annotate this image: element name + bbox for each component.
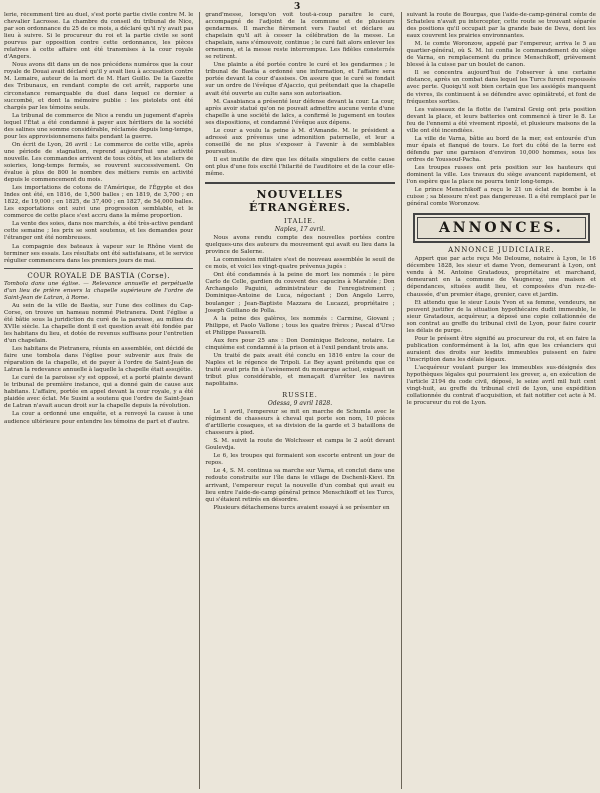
- section-title: NOUVELLES ÉTRANGÈRES.: [248, 188, 351, 215]
- column-2: [199, 12, 394, 789]
- annonces-banner: [413, 213, 590, 243]
- annonce-title: ANNONCE JUDICIAIRE.: [448, 246, 555, 255]
- paragraph: La vente des soies, dans nos marchés, a été très-active pendant cette semaine ; les prix se sont soutenus, et les demandes pour l'étranger ont été nombreuses.: [4, 221, 194, 242]
- page-number: 3: [294, 2, 301, 12]
- paragraph: A la peine des galères, les nommés : Carmine, Giovani ; Philippe, et Paolo Vallone ; tous les quatre frères ; Pascal d'Urso et Philippe Passarelli.: [205, 315, 395, 336]
- paragraph: grand'messe, lorsqu'on voit tout-à-coup paraître le curé, accompagné de l'adjoint de la commune et de plusieurs gendarmes. Il marche fièrement vers l'autel et déclare au chapelain qu'il ait à cesser la célébration de la messe. Le chapelain, sans s'émouvoir, continue ; le curé fait alors enlever les ornemens, et la messe reste interrompue. Les fidèles consternés se retirent.: [205, 12, 395, 61]
- paragraph: S. M. suivit la route de Wolchsser et campa le 2 août devant Goulevdja.: [205, 438, 395, 452]
- paragraph: Le cour a voulu la peine à M. d'Amande. M. le président a adressé aux prévenus une admonition paternelle, et leur a conseillé de ne plus s'exposer à l'avenir à de semblables poursuites.: [205, 127, 395, 155]
- paragraph: Les vaisseaux de la flotte de l'amiral Greig ont pris position devant la place, et leurs batteries ont commencé à tirer le 8. Le feu de l'ennemi a été vivement riposté, et plusieurs maisons de la ville ont été incendiées.: [406, 106, 596, 134]
- column-3: [401, 12, 596, 789]
- column-1: [4, 12, 193, 789]
- paragraph: Le 6, les troupes qui formaient son escorte entrent un jour de repos.: [205, 453, 395, 467]
- paragraph: M. le comte Woronzow, appelé par l'empereur, arriva le 5 au quartier-général, où S. M. lui confia le commandement du siège de Varna, en remplacement du prince Menschikoff, grièvement blessé à la cuisse par un boulet de canon.: [406, 41, 596, 69]
- paragraph: suivant la route de Bourgas, que l'aide-de-camp-général comte de Schateleu n'avait pu intercepter, cette route se trouvant séparée des positions qu'il occupait par la grande baie de Deva, dont les eaux couvrent les prairies environnantes.: [406, 12, 596, 40]
- paragraph: Aux fers pour 25 ans : Don Dominique Belcone, notaire. Le cinquième est condamné à la prison et à l'exil pendant trois ans.: [205, 337, 395, 351]
- paragraph: Il est inutile de dire que les détails singuliers de cette cause ont plus d'une fois excité l'hilarité de l'auditoire et de la cour elle-même.: [205, 156, 395, 178]
- paragraph: Nous avons dit dans un de nos précédens numéros que la cour royale de Douai avait déclaré qu'il y avait lieu à accusation contre M. Lemaire, auteur de la mort de M. Hari Guillo. De la Gazette des Tribunaux, en rendant compte de cet arrêt, rapporte une circonstance remarquable du duel dans lequel ce dernier a succombé, et dont la mémoire publie : les pistolets ont été chargés par les témoins seuls.: [4, 62, 194, 111]
- paragraph: Un traité de paix avait été conclu en 1816 entre la cour de Naples et le régence de Tripoli. Le Bey ayant prétendu que ce traité avait pris fin à l'avènement du monarque actuel, exigeait un tribut plus considérable, et menaçait d'arrêter les navires napolitains.: [205, 352, 395, 388]
- paragraph: La compagnie des bateaux à vapeur sur le Rhône vient de terminer ses essais. Les résultats ont été satisfaisans, et le service régulier commencera dans les premiers jours de mai.: [4, 243, 194, 264]
- paragraph: Les habitans de Pietranera, réunis en assemblée, ont décidé de faire une tombola dans l'église pour subvenir aux frais de réparation de la chapelle, et de payer à l'ordre de Saint-Jean de Latran la redevance annuelle à laquelle la chapelle était assujétie.: [4, 346, 194, 374]
- paragraph: On écrit de Lyon, 26 avril : Le commerce de cette ville, après une période de stagnation, reprend aujourd'hui une activité nouvelle. Les commandes arrivent de tous côtés, et les ateliers de soieries, long-temps fermés, se rouvrent successivement. On évalue à plus de 800 le nombre des métiers remis en activité depuis le commencement du mois.: [4, 141, 194, 184]
- paragraph: Le 4, S. M. continua sa marche sur Varna, et conclut dans une redoute construite sur l'île dans le village de Dschenli-Kievi. En arrivant, l'empereur reçut la nouvelle d'un combat qui avait eu lieu entre l'aide-de-camp général prince Menschikoff et les Turcs, qui s'étaient retirés en désordre.: [205, 468, 395, 503]
- country-heading: ITALIE.: [284, 217, 316, 226]
- divider: [4, 268, 193, 269]
- paragraph: Au sein de la ville de Bastia, sur l'une des collines du Cap-Corse, on trouve un hameau nommé Pietranera. Dont l'église a été bâtie sous la juridiction du curé de la paroisse, au milieu du XVIIe siècle. La chapelle dont il est question avait été fondée par les habitans du lieu, et dotée de revenus suffisans pour l'entretien d'un chapelain.: [4, 302, 194, 345]
- paragraph: Le prince Menschikoff a reçu le 21 un éclat de bombe à la cuisse ; sa blessure n'est pas dangereuse. Il a été remplacé par le général comte Woronzow.: [406, 187, 596, 208]
- paragraph: Le 1 avril, l'empereur se mit en marche de Schumla avec le régiment de chasseurs à cheval qui porte son nom, 10 pièces d'artillerie cosaques, et sa division de la garde et 3 bataillons de chasseurs à pied.: [205, 409, 395, 437]
- paragraph: Le curé de la paroisse s'y est opposé, et a porté plainte devant le tribunal de première instance, qui a donné gain de cause aux habitans. L'affaire, portée en appel devant la cour royale, y a été plaidée avec éclat. Me Susini a soutenu que l'ordre de Saint-Jean de Latran n'avait aucun droit sur la chapelle depuis la révolution.: [4, 375, 194, 410]
- article-title: COUR ROYALE DE BASTIA (Corse).: [27, 271, 170, 280]
- paragraph: Ont été condamnés à la peine de mort les nommés : le père Carlo de Celle, gardien du couvent des capucins à Maratée ; Don Archangelo Paguini, administrateur de l'enregistrement ; Dominique-Antoine de Luca, négociant ; Don Angelo Lerro, boulanger ; Jean-Baptiste Mazzara de Lucazzi, propriétaire ; Joseph Guiliano de Polla.: [205, 272, 395, 314]
- paragraph: L'acquéreur voulant purger les immeubles sus-désignés des hypothèques légales qui pourraient les grever, a, en exécution de l'article 2194 du code civil, déposé, le seize avril mil huit cent vingt-huit, au greffe du tribunal civil de Lyon, une expédition collationnée du contrat d'acquisition, et fait notifier cet acte à M. le procureur du roi de Lyon.: [406, 364, 596, 407]
- paragraph: La cour a ordonné une enquête, et a renvoyé la cause à une audience ultérieure pour entendre les témoins de part et d'autre.: [4, 411, 194, 425]
- paragraph: lerie, récemment tiré au duel, s'est porté partie civile contre M. le chevalier Lacrosse. La chambre du conseil du tribunal de Nice, par son ordonnance du 25 de ce mois, a déclaré qu'il n'y avait pas lieu à suivre. Si le procureur du roi et la partie civile se sont pourvus par opposition contre cette ordonnance, les pièces relatives à cette affaire ont été transmises à la cour royale d'Angers.: [4, 12, 194, 61]
- dateline: Naples, 17 avril.: [274, 226, 326, 234]
- article-subtitle: Tombola dans une église. — Relevance annuelle et perpétuelle d'un lieu de prière envers la chapelle supérieure de l'ordre de Saint-Jean de Latran, à Rome.: [4, 280, 194, 301]
- dateline: Odessa, 9 avril 1828.: [267, 400, 333, 408]
- paragraph: Les importations de cotons de l'Amérique, de l'Égypte et des Indes ont été, en 1816, de 1,500 balles ; en 1819, de 3,700 ; en 1822, de 19,000 ; en 1825, de 37,400 ; en 1827, de 54,000 balles. Les exportations ont suivi une progression semblable, et le commerce de cette place s'est accru dans la même proportion.: [4, 185, 194, 220]
- paragraph: Appert que par acte reçu Me Deloume, notaire à Lyon, le 16 décembre 1828, les sieur et dame Yvon, demeurant à Lyon, ont vendu à M. Antoine Gratadoux, propriétaire et marchand, demeurant en la commune de Vaugneray, une maison et dépendances, situées audit lieu, et composées d'un rez-de-chaussée, d'un premier étage, grenier, cave et jardin.: [406, 256, 596, 298]
- paragraph: Nous avons rendu compte des nouvelles portées contre quelques-uns des auteurs du mouvement qui avait eu lieu dans la province de Salerne.: [205, 235, 395, 256]
- paragraph: Les troupes russes ont pris position sur les hauteurs qui dominent la ville. Les travaux du siège avancent rapidement, et l'on espère que la place ne pourra tenir long-temps.: [406, 164, 596, 186]
- paragraph: La ville de Varna, bâtie au bord de la mer, est entourée d'un mur épais et flanqué de tours. Le fort du côté de la terre est défendu par une garnison d'environ 10,000 hommes, sous les ordres de Youssouf-Pacha.: [406, 135, 596, 163]
- paragraph: M. Casabianca a présenté leur défense devant la cour. La cour, après avoir statué qu'on ne pouvait admettre aucune vente d'une chapelle à une société de laïcs, a confirmé le jugement en toutes ses dispositions, et condamné l'évêque aux dépens.: [205, 98, 395, 126]
- annonces-heading: ANNONCES.: [417, 217, 586, 239]
- divider: [205, 182, 394, 184]
- country-heading: RUSSIE.: [282, 391, 318, 400]
- paragraph: Plusieurs détachemens turcs avaient essayé à se présenter en: [213, 504, 390, 511]
- paragraph: Une plainte a été portée contre le curé et les gendarmes ; le tribunal de Bastia a ordonné une information, et l'affaire sera portée devant la cour d'assises. On assure que le curé se fondait sur un ordre de l'évêque d'Ajaccio, qui prétendait que la chapelle avait été ouverte au culte sans son autorisation.: [205, 62, 395, 97]
- paragraph: Pour le présent être signifié au procureur du roi, et en faire la publication conformément à la loi, afin que les créanciers qui auraient des droits sur lesdits immeubles puissent en faire l'inscription dans les délais légaux.: [406, 335, 596, 363]
- paragraph: Il se concentra aujourd'hui de l'observer à une certaine distance, après un combat dans lequel les Turcs furent repoussés avec perte. Quoiqu'il soit bien certain que les assiégés manquent de vivres, ils continuent à se défendre avec opiniâtreté, et font de fréquentes sorties.: [406, 70, 596, 105]
- paragraph: La commission militaire s'est de nouveau assemblée le seuil de ce mois, et voici les vingt-quatre prévenus jugés :: [205, 257, 395, 271]
- paragraph: Et attendu que le sieur Louis Yvon et sa femme, vendeurs, ne peuvent justifier de la situation hypothécaire dudit immeuble, le sieur Gratadoux, acquéreur, a déposé une copie collationnée de son contrat au greffe du tribunal civil de Lyon, pour faire courir les délais de purge.: [406, 299, 596, 334]
- paragraph: La tribunal de commerce de Nice a rendu un jugement d'après lequel l'État a été condamné à payer aux héritiers de la société des salines une somme considérable, réclamée depuis long-temps, pour les approvisionnemens faits pendant la guerre.: [4, 112, 194, 140]
- columns: [4, 12, 596, 789]
